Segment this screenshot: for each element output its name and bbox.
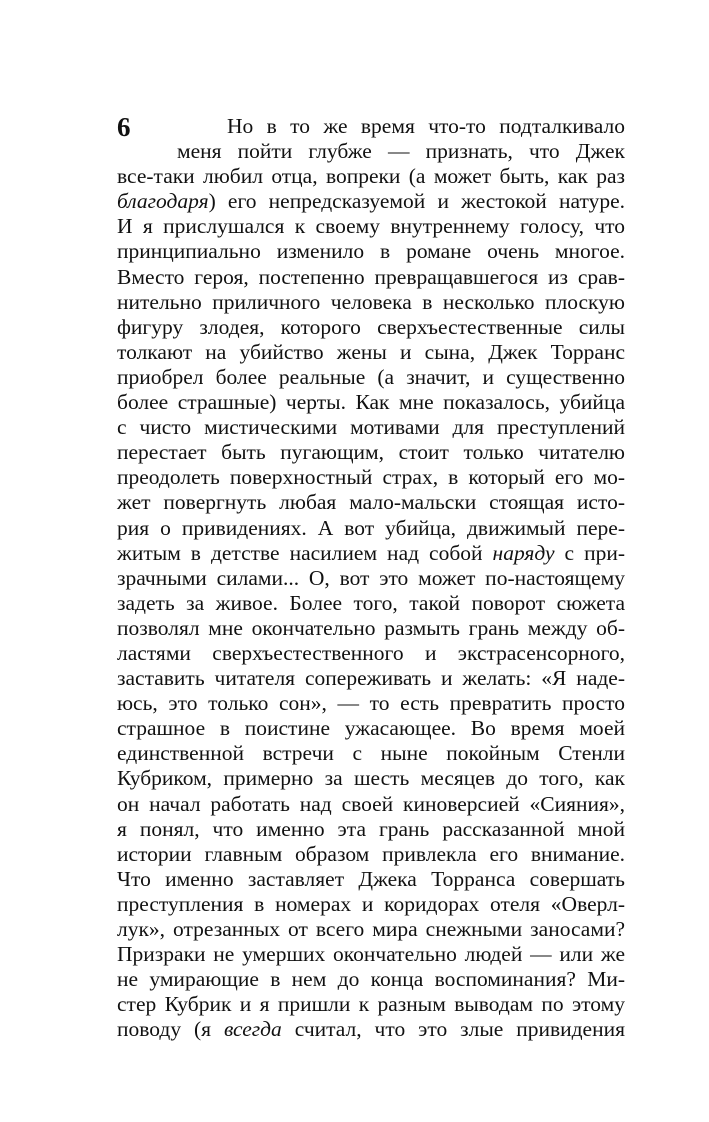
text-span: преодолеть поверхностный страх, в который его мо- <box>117 465 625 490</box>
text-span: жет повергнуть любая мало-мальски стоящая исто- <box>117 490 625 515</box>
italic-text: благодаря <box>117 189 209 214</box>
text-line <box>117 842 625 867</box>
text-line <box>117 365 625 390</box>
text-line <box>117 641 625 666</box>
text-span: страшное в поистине ужасающее. Во время моей <box>117 716 625 741</box>
text-line <box>117 741 625 766</box>
text-span: все-таки любил отца, вопреки (а может быть, как раз <box>117 164 625 189</box>
text-span: ластями сверхъестественного и экстрасенсорного, <box>117 640 625 665</box>
text-span: единственной встречи с ныне покойным Стенли <box>117 741 625 766</box>
text-line <box>117 792 625 817</box>
text-span: я понял, что именно эта грань рассказанной мной <box>117 816 625 841</box>
text-span: позволял мне окончательно размыть грань между об- <box>117 615 625 640</box>
italic-text: всегда <box>223 1017 282 1042</box>
text-span: ) его непредсказуемой и жестокой натуре. <box>208 189 625 214</box>
text-span: зрачными силами... О, вот это может по-настоящему <box>117 565 625 590</box>
text-span: Призраки не умерших окончательно людей — или же <box>117 942 625 967</box>
text-line <box>117 465 625 490</box>
text-span: с чисто мистическими мотивами для преступлений <box>117 415 625 440</box>
text-span: принципиально изменило в романе очень многое. <box>117 239 625 264</box>
text-span: Кубриком, примерно за шесть месяцев до того, как <box>117 766 625 791</box>
text-line <box>117 390 625 415</box>
text-span: Вместо героя, постепенно превращавшегося из срав- <box>117 264 625 289</box>
text-span: считал, что это злые привидения <box>281 1017 626 1042</box>
text-span: задеть за живое. Более того, такой поворот сюжета <box>117 590 625 615</box>
text-span: фигуру злодея, которого сверхъестественные силы <box>117 314 625 339</box>
text-span: поводу (я <box>117 1017 224 1042</box>
text-line <box>117 716 625 741</box>
text-line <box>117 1017 625 1042</box>
text-line <box>117 490 625 515</box>
text-line <box>117 516 625 541</box>
text-line <box>117 591 625 616</box>
text-span: И я прислушался к своему внутреннему голосу, что <box>117 214 625 239</box>
text-line <box>117 265 625 290</box>
text-span: нительно приличного человека в несколько плоскую <box>117 289 625 314</box>
text-span: не умирающие в нем до конца воспоминания? Ми- <box>117 967 625 992</box>
text-line <box>117 867 625 892</box>
italic-text: наряду <box>492 540 555 565</box>
text-line <box>117 189 625 214</box>
text-line <box>117 139 625 164</box>
text-line <box>117 114 625 139</box>
text-span: с при- <box>554 540 625 565</box>
text-line <box>117 566 625 591</box>
text-line <box>117 666 625 691</box>
text-span: Но в то же время что-то подталкивало <box>227 114 625 138</box>
text-line <box>117 917 625 942</box>
text-line <box>117 239 625 264</box>
text-line <box>117 616 625 641</box>
text-span: рия о привидениях. А вот убийца, движимый пере- <box>117 515 625 540</box>
text-span: лук», отрезанных от всего мира снежными заносами? <box>117 917 625 941</box>
text-span: меня пойти глубже — признать, что Джек <box>177 139 625 164</box>
text-line <box>117 164 625 189</box>
text-line <box>117 214 625 239</box>
text-span: более страшные) черты. Как мне показалось, убийца <box>117 390 625 415</box>
text-span: юсь, это только сон», — то есть превратить просто <box>117 691 625 716</box>
body-text <box>117 114 625 1042</box>
text-line <box>117 290 625 315</box>
text-line <box>117 967 625 992</box>
text-line <box>117 892 625 917</box>
page-number: 6 <box>117 112 131 142</box>
text-line <box>117 766 625 791</box>
text-line <box>117 340 625 365</box>
text-line <box>117 691 625 716</box>
text-line <box>117 942 625 967</box>
text-span: стер Кубрик и я пришли к разным выводам по этому <box>117 992 625 1017</box>
text-span: толкают на убийство жены и сына, Джек Торранс <box>117 339 625 364</box>
text-span: житым в детстве насилием над собой <box>117 540 493 565</box>
text-line <box>117 440 625 465</box>
text-line <box>117 415 625 440</box>
text-span: преступления в номерах и коридорах отеля «Оверл- <box>117 891 625 916</box>
text-span: истории главным образом привлекла его внимание. <box>117 841 625 866</box>
text-span: Что именно заставляет Джека Торранса совершать <box>117 866 625 891</box>
text-line <box>117 817 625 842</box>
text-span: приобрел более реальные (а значит, и существенно <box>117 364 625 389</box>
text-span: перестает быть пугающим, стоит только читателю <box>117 440 625 465</box>
text-line <box>117 315 625 340</box>
text-line <box>117 541 625 566</box>
text-span: заставить читателя сопереживать и желать: «Я наде- <box>117 666 625 691</box>
text-line <box>117 992 625 1017</box>
text-span: он начал работать над своей киноверсией «Сияния», <box>117 791 625 816</box>
